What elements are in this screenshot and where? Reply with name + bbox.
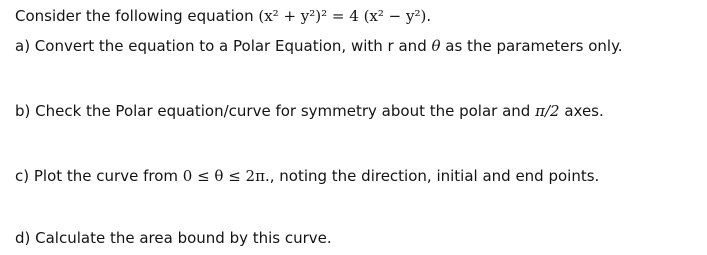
question-c (15, 166, 599, 186)
question-a-text: a) Convert the equation to a Polar Equation, with r and (15, 37, 432, 55)
intro-equation: (x² + y²)² = 4 (x² − y²) (258, 7, 427, 25)
question-a (15, 36, 623, 56)
question-c-text-end: , noting the direction, initial and end points. (269, 167, 600, 185)
question-b (15, 101, 604, 121)
question-c-text: c) Plot the curve from (15, 167, 183, 185)
question-d (15, 228, 332, 248)
question-b-text-end: axes. (559, 102, 604, 120)
intro-period: . (426, 7, 432, 25)
pi-over-two: π/2 (535, 102, 560, 120)
theta-symbol: θ (431, 37, 441, 55)
question-a-text-end: as the parameters only. (440, 37, 623, 55)
intro-text: Consider the following equation (15, 7, 259, 25)
theta-range: 0 ≤ θ ≤ 2π. (182, 167, 270, 185)
intro-line (15, 6, 431, 26)
question-d-text: d) Calculate the area bound by this curve. (15, 229, 332, 247)
question-b-text: b) Check the Polar equation/curve for symmetry about the polar and (15, 102, 536, 120)
